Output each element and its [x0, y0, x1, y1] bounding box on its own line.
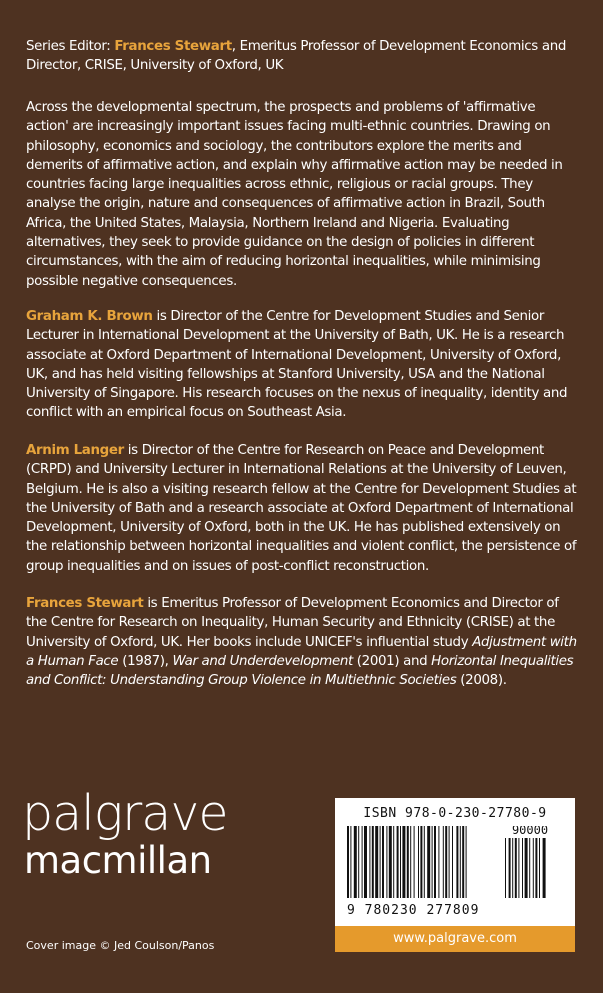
- barcode-bar: [445, 826, 447, 898]
- barcode-bar: [400, 826, 401, 898]
- barcode-bar: [456, 826, 458, 898]
- barcode-bar: [452, 826, 453, 898]
- barcode-digits: 9 780230 277809: [347, 903, 480, 918]
- author-bio-text: is Emeritus Professor of Development Economics and Director of the Centre for Research on Inequality, Human Security and Ethnicity (CRISE) at the University of Oxford, UK. Her books include UNICEF's influential study: [26, 596, 559, 650]
- barcode-bar: [382, 826, 384, 898]
- isbn-barcode: [335, 798, 575, 926]
- barcode-bar: [535, 838, 537, 898]
- series-editor-line: [26, 37, 578, 76]
- publisher-logo: [22, 785, 228, 882]
- book-title: Adjustment with a Human Face: [26, 634, 577, 669]
- author-bio-text: is Director of the Centre for Development Studies and Senior Lecturer in International Development at the University of Bath, UK. He is a research associate at Oxford Department of International Development, University of Oxford, UK, and has held visiting fellowships at Stanford University, USA and the National University of Singapore. His research focuses on the nexus of inequality, identity and conflict with an empirical focus on Southeast Asia.: [26, 309, 568, 421]
- publisher-url[interactable]: www.palgrave.com: [335, 926, 575, 952]
- barcode-bar: [543, 838, 546, 898]
- barcode-bar: [369, 826, 370, 898]
- barcode-bar: [518, 838, 519, 898]
- barcode-bar: [434, 826, 436, 898]
- barcode-bar: [460, 826, 461, 898]
- barcode-bar: [362, 826, 363, 898]
- barcode-addon-digits: 90000: [511, 826, 549, 837]
- barcode-bar: [509, 838, 511, 898]
- barcode-bar: [389, 826, 392, 898]
- barcode-bar: [438, 826, 439, 898]
- barcode-bar: [529, 838, 530, 898]
- barcode-bar: [505, 838, 506, 898]
- author-name-langer: Arnim Langer: [26, 443, 124, 458]
- barcode-bar: [449, 826, 450, 898]
- barcode-bars: [345, 826, 565, 904]
- barcode-bar: [525, 838, 528, 898]
- barcode-bar: [522, 838, 523, 898]
- author-bio-text: (2008).: [456, 673, 507, 689]
- barcode-bar: [533, 838, 534, 898]
- author-bio-text: (2001) and: [352, 653, 432, 669]
- barcode-bar: [407, 826, 409, 898]
- logo-palgrave: palgrave: [22, 785, 228, 842]
- barcode-bar: [418, 826, 419, 898]
- series-editor-name: Frances Stewart: [114, 39, 232, 54]
- barcode-bar: [393, 826, 394, 898]
- barcode-bar: [350, 826, 351, 898]
- author-bio-langer: [26, 441, 578, 576]
- author-bio-text: (1987),: [118, 653, 173, 669]
- barcode-bar: [515, 838, 517, 898]
- barcode-bar: [462, 826, 464, 898]
- barcode-bar: [354, 826, 357, 898]
- barcode-bar: [443, 826, 444, 898]
- barcode-bar: [410, 826, 411, 898]
- barcode-bar: [358, 826, 359, 898]
- barcode-bar: [386, 826, 387, 898]
- barcode-bar: [375, 826, 378, 898]
- book-title: War and Underdevelopment: [172, 653, 353, 669]
- barcode-bar: [432, 826, 433, 898]
- cover-image-credit: Cover image © Jed Coulson/Panos: [26, 939, 215, 952]
- book-title: Horizontal Inequalities and Conflict: Understanding Group Violence in Multiethnic Societies: [26, 653, 574, 689]
- book-description: Across the developmental spectrum, the prospects and problems of 'affirmative action' are increasingly important issues facing multi-ethnic countries. Drawing on philosophy, economics and sociology, the contributors explore the merits and demerits of affirmative action, and explain why affirmative action may be needed in countries facing large inequalities across ethnic, religious or racial groups. They analyse the origin, nature and consequences of affirmative action in Brazil, South Africa, the United States, Malaysia, Northern Ireland and Nigeria. Evaluating alternatives, they seek to provide guidance on the design of policies in different circumstances, with the aim of reducing horizontal inequalities, while minimising possible negative consequences.: [26, 100, 563, 289]
- barcode-bar: [372, 826, 374, 898]
- barcode-bar: [512, 838, 513, 898]
- logo-macmillan: macmillan: [24, 839, 212, 882]
- barcode-bar: [427, 826, 430, 898]
- barcode-bar: [539, 838, 540, 898]
- barcode-bar: [380, 826, 381, 898]
- barcode-bar: [424, 826, 425, 898]
- barcode-bar: [364, 826, 367, 898]
- author-bio-text: is Director of the Centre for Research on Peace and Development (CRPD) and University Lecturer in International Relations at the University of Leuven, Belgium. He is also a visiting research fellow at the Centre for Development Studies at the University of Bath and a research associate at Oxford Department of International Development, University of Oxford, both in the UK. He has published extensively on the relationship between horizontal inequalities and violent conflict, the persistence of group inequalities and on issues of post-conflict reconstruction.: [26, 443, 577, 574]
- barcode-bar: [397, 826, 399, 898]
- barcode-bar: [347, 826, 349, 898]
- author-name-brown: Graham K. Brown: [26, 309, 153, 324]
- author-name-stewart: Frances Stewart: [26, 596, 144, 611]
- series-editor-prefix: Series Editor:: [26, 39, 115, 54]
- series-editor-title: , Emeritus Professor of Development Economics and Director, CRISE, University of Oxford, UK: [26, 39, 566, 74]
- barcode-bar: [414, 826, 415, 898]
- isbn-label: ISBN 978-0-230-27780-9: [363, 806, 547, 821]
- barcode-bar: [402, 826, 405, 898]
- author-bio-stewart: [26, 594, 578, 690]
- barcode-bar: [466, 826, 467, 898]
- barcode-bar: [420, 826, 422, 898]
- author-bio-brown: [26, 307, 578, 423]
